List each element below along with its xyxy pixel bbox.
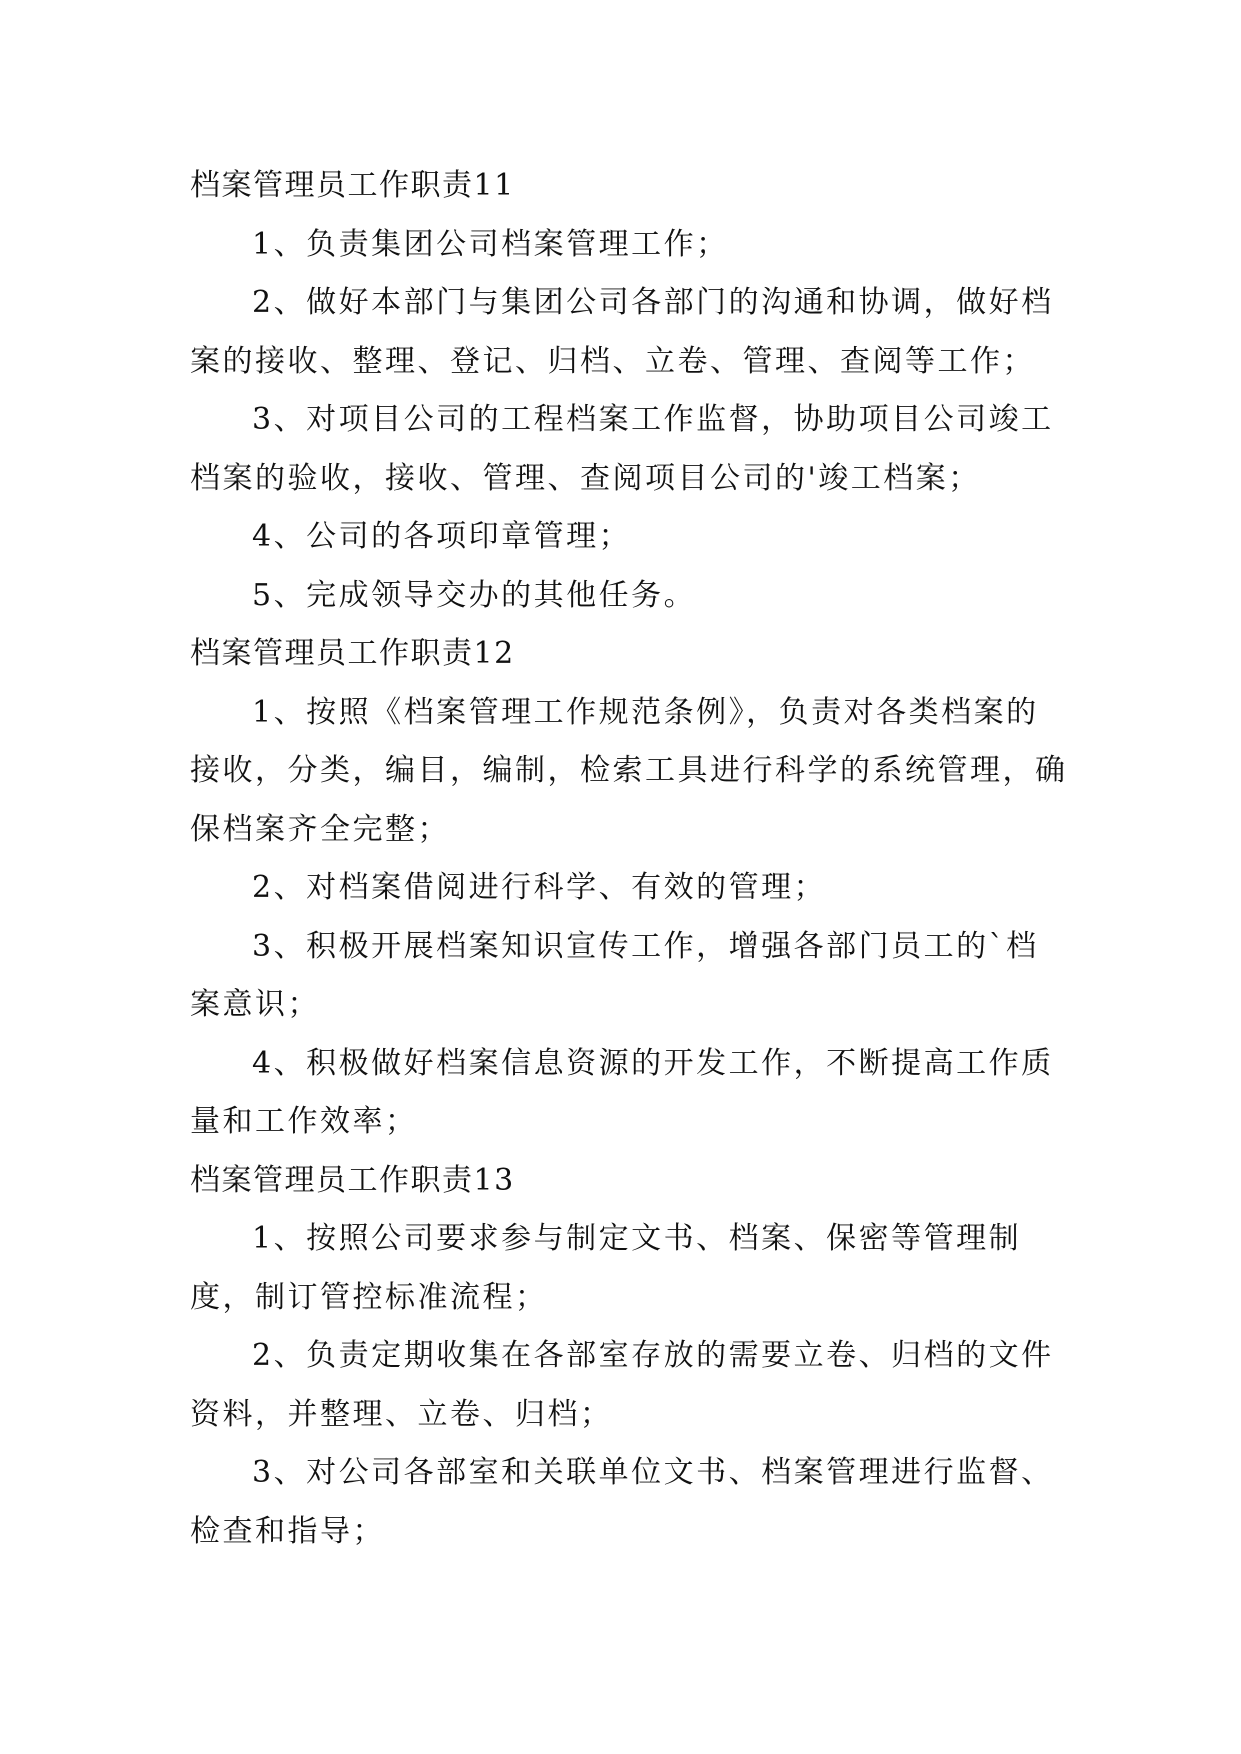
section-heading: 档案管理员工作职责13: [190, 1162, 515, 1198]
paragraph: 4、积极做好档案信息资源的开发工作，不断提高工作质量和工作效率；: [190, 1045, 1054, 1139]
paragraph: 5、完成领导交办的其他任务。: [252, 577, 697, 613]
paragraph: 1、按照《档案管理工作规范条例》，负责对各类档案的接收，分类，编目，编制，检索工具进行科学的系统管理，确保档案齐全完整；: [190, 694, 1068, 847]
section-12: [190, 625, 1070, 1152]
section-13: [190, 1152, 1070, 1562]
paragraph: 4、公司的各项印章管理；: [252, 519, 632, 554]
paragraph: 3、对公司各部室和关联单位文书、档案管理进行监督、检查和指导；: [190, 1455, 1054, 1549]
section-heading: 档案管理员工作职责11: [190, 168, 515, 203]
paragraph: 1、按照公司要求参与制定文书、档案、保密等管理制度，制订管控标准流程；: [190, 1221, 1022, 1315]
paragraph: 3、积极开展档案知识宣传工作，增强各部门员工的`档案意识；: [190, 928, 1039, 1022]
section-heading: 档案管理员工作职责12: [190, 636, 515, 671]
paragraph: 2、做好本部门与集团公司各部门的沟通和协调，做好档案的接收、整理、登记、归档、立卷、管理、查阅等工作；: [190, 285, 1054, 379]
document-body: [190, 157, 1070, 1561]
paragraph: 2、负责定期收集在各部室存放的需要立卷、归档的文件资料，并整理、立卷、归档；: [190, 1338, 1054, 1432]
paragraph: 1、负责集团公司档案管理工作；: [252, 226, 729, 262]
section-11: [190, 157, 1070, 625]
paragraph: 3、对项目公司的工程档案工作监督，协助项目公司竣工档案的验收，接收、管理、查阅项目公司的'竣工档案；: [190, 402, 1054, 496]
paragraph: 2、对档案借阅进行科学、有效的管理；: [252, 870, 827, 905]
